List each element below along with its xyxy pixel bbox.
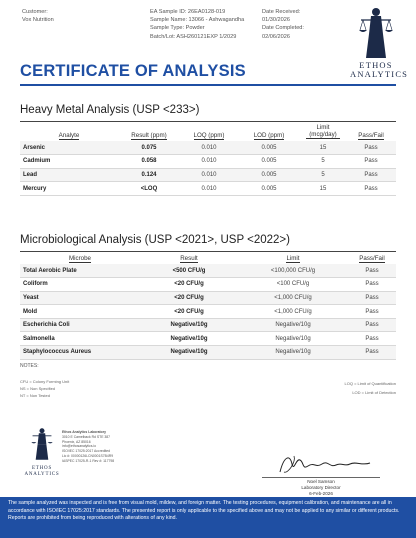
col-micro-result: Result bbox=[180, 255, 198, 262]
date-received-label: Date Received: bbox=[262, 9, 301, 15]
sample-name: Sample Name: 13066 - Ashwagandha bbox=[150, 17, 245, 24]
table-row: Escherichia Coli Negative/10g Negative/10g Pass bbox=[20, 318, 396, 332]
sample-block bbox=[150, 8, 244, 41]
notes-left: CFU = Colony Forming Unit NS = Non Specified NT = Non Tested bbox=[20, 379, 70, 399]
sample-id: EA Sample ID: 26EA0128-019 bbox=[150, 9, 226, 15]
footer-logo bbox=[22, 427, 62, 478]
date-completed-label: Date Completed: bbox=[262, 25, 304, 32]
page-title: CERTIFICATE OF ANALYSIS bbox=[20, 62, 246, 80]
col-analyte: Analyte bbox=[58, 132, 80, 139]
col-pass-fail: Pass/Fail bbox=[358, 132, 384, 139]
signer-title: Laboratory Director bbox=[301, 485, 341, 491]
date-completed: 02/06/2026 bbox=[262, 33, 290, 40]
lab-address: Ethos Analytics Laboratory 3010 E Camelback Rd STE 387 Phoenix, AZ 85016 info@ethosanalytics.io ISO/IEC 17025:2017 Accredited Lic #: 00000126LCN0001S7B4R9 IASPEC 17025-R-1 Rev #: 117798 bbox=[62, 430, 115, 463]
table-row: Yeast <20 CFU/g <1,000 CFU/g Pass bbox=[20, 291, 396, 305]
micro-header-row bbox=[20, 250, 396, 264]
table-row: Coliform <20 CFU/g <100 CFU/g Pass bbox=[20, 278, 396, 292]
table-row: Cadmium 0.058 0.010 0.005 5 Pass bbox=[20, 155, 396, 169]
heavy-metal-header-row bbox=[20, 123, 396, 141]
table-row: Staphylococcus Aureus Negative/10g Negative/10g Pass bbox=[20, 346, 396, 360]
signer-block bbox=[262, 479, 380, 498]
heavy-metal-section-title: Heavy Metal Analysis (USP <233>) bbox=[20, 104, 200, 116]
col-micro-pass-fail: Pass/Fail bbox=[359, 255, 385, 262]
dates-block bbox=[262, 8, 304, 41]
col-loq: LOQ (ppm) bbox=[193, 132, 225, 139]
disclaimer-banner: The sample analyzed was inspected and is free from visual mold, mildew, and foreign matter. The testing procedures, equipment calibration, and maintenance are all in accordance with ISO/IEC 17025:2017 standards. The presented report is only applicable to the specified above and may not be applied to any similar or different products. Reports are prohibited from being reproduced with alterations of any kind. bbox=[0, 497, 416, 538]
sign-date: 6-Feb-2026 bbox=[309, 491, 333, 497]
col-microbe: Microbe bbox=[68, 255, 91, 262]
justice-figure-icon bbox=[359, 6, 393, 60]
col-result: Result (ppm) bbox=[131, 132, 167, 139]
notes-heading: NOTES: bbox=[20, 363, 39, 369]
table-row: Mold <20 CFU/g <1,000 CFU/g Pass bbox=[20, 305, 396, 319]
customer-block bbox=[22, 8, 54, 24]
signature-line bbox=[262, 477, 380, 478]
table-row: Lead 0.124 0.010 0.005 5 Pass bbox=[20, 168, 396, 182]
date-received: 01/30/2026 bbox=[262, 17, 290, 24]
table-row: Arsenic 0.075 0.010 0.005 15 Pass bbox=[20, 141, 396, 155]
title-divider bbox=[20, 84, 396, 86]
footer-logo-analytics: ANALYTICS bbox=[24, 472, 60, 477]
micro-table bbox=[20, 250, 396, 360]
batch-lot: Batch/Lot: ASH260121EXP 1/2029 bbox=[150, 33, 237, 40]
table-row: Mercury <LOQ 0.010 0.005 15 Pass bbox=[20, 182, 396, 196]
sample-type: Sample Type: Powder bbox=[150, 25, 205, 32]
col-micro-limit: Limit bbox=[286, 255, 300, 262]
footer-logo-ethos: ETHOS bbox=[31, 466, 53, 471]
signer-name: Noel Samson bbox=[307, 479, 335, 484]
logo-text-analytics: ANALYTICS bbox=[350, 69, 409, 79]
logo-text-ethos: ETHOS bbox=[359, 60, 393, 70]
table-row: Total Aerobic Plate <500 CFU/g <100,000 CFU/g Pass bbox=[20, 264, 396, 278]
notes-right: LOQ = Limit of Quantification LOD = Limit of Detection bbox=[344, 381, 396, 395]
col-lod: LOD (ppm) bbox=[253, 132, 285, 139]
table-row: Salmonella Negative/10g Negative/10g Pass bbox=[20, 332, 396, 346]
heavy-metal-divider bbox=[20, 121, 396, 122]
justice-figure-icon bbox=[31, 427, 53, 461]
customer-label: Customer: bbox=[22, 9, 48, 15]
signature-image bbox=[270, 450, 380, 478]
col-limit: Limit (mcg/day) bbox=[300, 123, 346, 141]
heavy-metal-table bbox=[20, 123, 396, 196]
customer-name: Vox Nutrition bbox=[22, 17, 54, 24]
ethos-logo bbox=[350, 6, 409, 82]
micro-section-title: Microbiological Analysis (USP <2021>, USP <2022>) bbox=[20, 234, 290, 246]
